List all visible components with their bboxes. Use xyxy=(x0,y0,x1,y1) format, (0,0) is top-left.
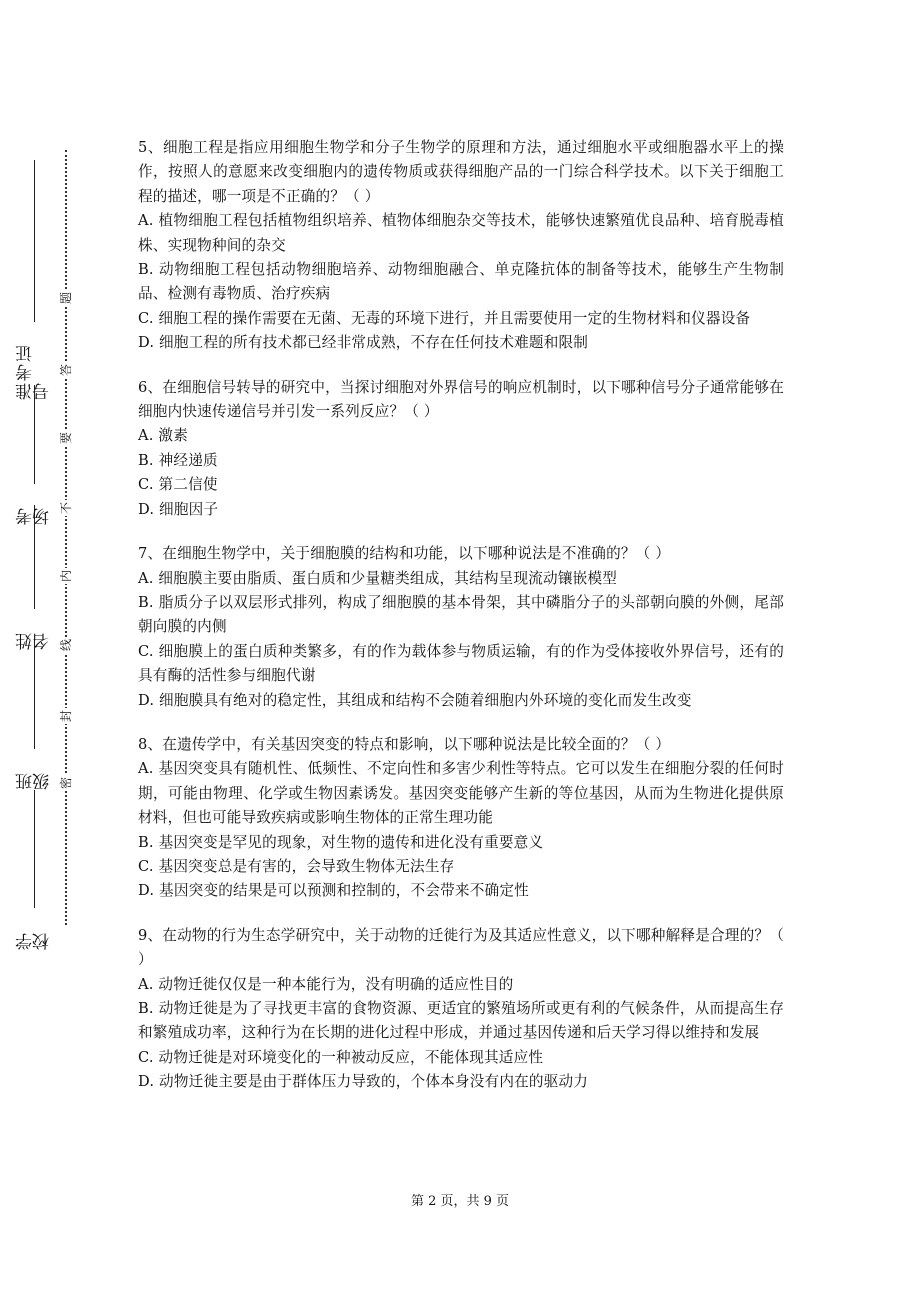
school-label xyxy=(18,790,52,950)
option-b: B. 基因突变是罕见的现象，对生物的遗传和进化没有重要意义 xyxy=(138,833,544,851)
option-c: C. 基因突变总是有害的，会导致生物体无法生存 xyxy=(138,857,455,875)
seal-char: 内 xyxy=(59,570,73,583)
question-stem: 7、在细胞生物学中，关于细胞膜的结构和功能，以下哪种说法是不准确的？（ ） xyxy=(138,545,671,563)
option-b: B. 神经递质 xyxy=(138,451,218,469)
option-a: A. 激素 xyxy=(138,427,189,445)
option-a: A. 基因突变具有随机性、低频性、不定向性和多害少利性等特点。它可以发生在细胞分裂的任何时期，可能由物理、化学或生物因素诱发。基因突变能够产生新的等位基因，从而为生物进化提供原材料，但也可能导致疾病或影响生物体的正常生理功能 xyxy=(138,760,784,827)
admission-number-fill-line xyxy=(35,160,36,322)
seal-char: 密 xyxy=(59,777,73,790)
class-fill-line xyxy=(35,640,36,749)
option-b: B. 动物迁徙是为了寻找更丰富的食物资源、更适宜的繁殖场所或更有利的气候条件，从而提高生存和繁殖成功率，这种行为在长期的进化过程中形成，并通过基因传递和后天学习得以维持和发展 xyxy=(138,1000,784,1042)
option-c: C. 第二信使 xyxy=(138,476,218,494)
seal-char: 要 xyxy=(59,432,73,445)
exam-room-label-text: 考场 xyxy=(16,506,53,525)
option-c: C. 细胞工程的操作需要在无菌、无毒的环境下进行，并且需要使用一定的生物材料和仪器设备 xyxy=(138,309,751,327)
seal-char: 答 xyxy=(59,364,73,377)
option-d: D. 基因突变的结果是可以预测和控制的，不会带来不确定性 xyxy=(138,882,529,900)
question-8 xyxy=(138,733,784,904)
page-number: 第 2 页，共 9 页 xyxy=(410,1194,510,1209)
option-b: B. 脂质分子以双层形式排列，构成了细胞膜的基本骨架，其中磷脂分子的头部朝向膜的外侧，尾部朝向膜的内侧 xyxy=(138,593,784,636)
option-c: C. 细胞膜上的蛋白质种类繁多，有的作为载体参与物质运输，有的作为受体接收外界信号，还有的具有酶的活性参与细胞代谢 xyxy=(138,642,784,685)
binding-margin xyxy=(0,0,60,1302)
option-d: D. 动物迁徙主要是由于群体压力导致的，个体本身没有内在的驱动力 xyxy=(138,1073,589,1091)
name-label xyxy=(18,505,52,650)
option-b: B. 动物细胞工程包括动物细胞培养、动物细胞融合、单克隆抗体的制备等技术，能够生产生物制品、检测有毒物质、治疗疾病 xyxy=(138,261,784,303)
option-a: A. 细胞膜主要由脂质、蛋白质和少量糖类组成，其结构呈现流动镶嵌模型 xyxy=(138,569,618,587)
exam-room-label xyxy=(18,385,52,525)
seal-char: 题 xyxy=(59,292,73,305)
option-c: C. 动物迁徙是对环境变化的一种被动反应，不能体现其适应性 xyxy=(138,1048,544,1066)
seal-line xyxy=(65,150,67,925)
question-6 xyxy=(138,376,784,522)
option-d: D. 细胞膜具有绝对的稳定性，其组成和结构不会随着细胞内外环境的变化而发生改变 xyxy=(138,691,692,709)
question-9 xyxy=(138,924,784,1095)
class-label-text: 班级 xyxy=(16,771,53,790)
question-stem: 6、在细胞信号转导的研究中，当探讨细胞对外界信号的响应机制时，以下哪种信号分子通常能够在细胞内快速传递信号并引发一系列反应？（ ） xyxy=(138,378,784,421)
school-label-text: 学校 xyxy=(16,931,53,950)
seal-char: 封 xyxy=(59,710,73,723)
option-d: D. 细胞因子 xyxy=(138,500,219,518)
option-d: D. 细胞工程的所有技术都已经非常成熟，不存在任何技术难题和限制 xyxy=(138,334,589,352)
admission-number-label-text: 准考证号 xyxy=(16,343,53,400)
school-fill-line xyxy=(35,790,36,908)
seal-char: 不 xyxy=(59,502,73,515)
name-label-text: 姓名 xyxy=(16,631,53,650)
question-5 xyxy=(138,136,784,356)
option-a: A. 动物迁徙仅仅是一种本能行为，没有明确的适应性目的 xyxy=(138,975,514,993)
class-label xyxy=(18,640,52,790)
option-a: A. 植物细胞工程包括植物组织培养、植物体细胞杂交等技术，能够快速繁殖优良品种、培育脱毒植株、实现物种间的杂交 xyxy=(138,212,784,254)
admission-number-label xyxy=(18,160,52,400)
question-7 xyxy=(138,542,784,713)
question-list xyxy=(138,136,784,1115)
question-stem: 8、在遗传学中，有关基因突变的特点和影响，以下哪种说法是比较全面的？（ ） xyxy=(138,735,671,753)
seal-char: 线 xyxy=(59,639,73,652)
question-stem: 9、在动物的行为生态学研究中，关于动物的迁徙行为及其适应性意义，以下哪种解释是合理的？（ ） xyxy=(138,926,784,969)
question-stem: 5、细胞工程是指应用细胞生物学和分子生物学的原理和方法，通过细胞水平或细胞器水平上的操作，按照人的意愿来改变细胞内的遗传物质或获得细胞产品的一门综合科学技术。以下关于细胞工程的描述，哪一项是不正确的？（ ） xyxy=(138,139,784,205)
